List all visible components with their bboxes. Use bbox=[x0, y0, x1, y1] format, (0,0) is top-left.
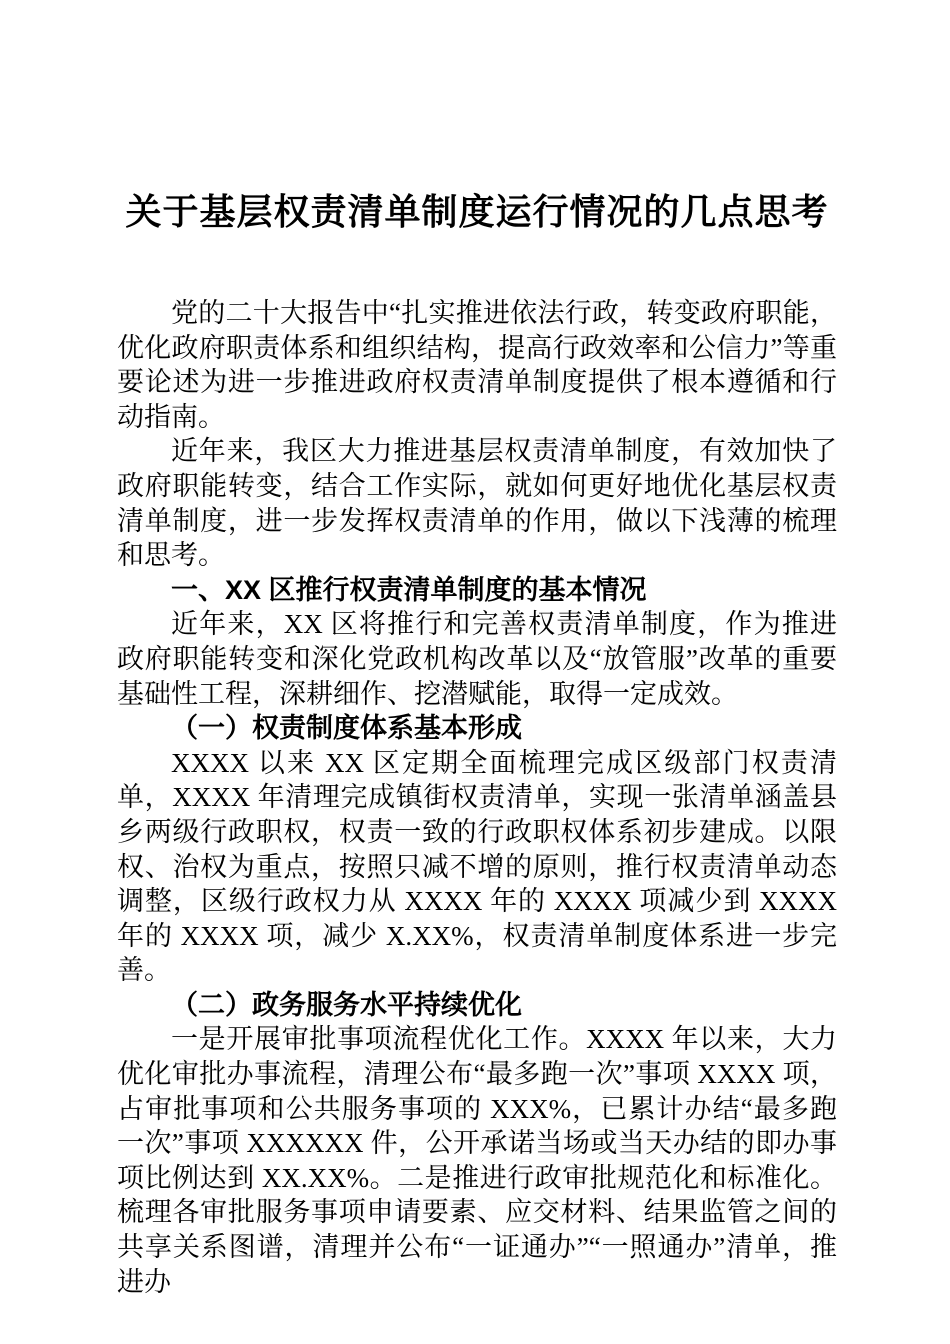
paragraph-section1-intro: 近年来，XX 区将推行和完善权责清单制度，作为推进政府职能转变和深化党政机构改革以及“放管服”改革的重要基础性工程，深耕细作、挖潜赋能，取得一定成效。 bbox=[117, 609, 837, 709]
document-title: 关于基层权责清单制度运行情况的几点思考 bbox=[125, 192, 829, 232]
document-content bbox=[117, 0, 837, 1299]
section-heading-1: 一、XX 区推行权责清单制度的基本情况 bbox=[171, 574, 647, 605]
sub-heading-1-1: （一）权责制度体系基本形成 bbox=[171, 713, 522, 744]
paragraph-overview: 近年来，我区大力推进基层权责清单制度，有效加快了政府职能转变，结合工作实际，就如何更好地优化基层权责清单制度，进一步发挥权责清单的作用，做以下浅薄的梳理和思考。 bbox=[117, 436, 837, 571]
sub-heading-1-2: （二）政务服务水平持续优化 bbox=[171, 989, 522, 1020]
paragraph-intro: 党的二十大报告中“扎实推进依法行政，转变政府职能，优化政府职责体系和组织结构，提高行政效率和公信力”等重要论述为进一步推进政府权责清单制度提供了根本遵循和行动指南。 bbox=[117, 298, 837, 432]
paragraph-1-2-body: 一是开展审批事项流程优化工作。XXXX 年以来，大力优化审批办事流程，清理公布“最多跑一次”事项 XXXX 项，占审批事项和公共服务事项的 XXX%，已累计办结“最多跑一次”事项 XXXXXX 件，公开承诺当场或当天办结的即办事项比例达到 XX.XX%。二是推进行政审批规范化和标准化。梳理各审批服务事项申请要素、应交材料、结果监管之间的共享关系图谱，清理并公布“一证通办”“一照通办”清单，推进办 bbox=[117, 1024, 837, 1297]
paragraph-1-1-body: XXXX 以来 XX 区定期全面梳理完成区级部门权责清单，XXXX 年清理完成镇街权责清单，实现一张清单涵盖县乡两级行政职权，权责一致的行政职权体系初步建成。以限权、治权为重点，按照只减不增的原则，推行权责清单动态调整，区级行政权力从 XXXX 年的 XXXX 项减少到 XXXX 年的 XXXX 项，减少 X.XX%，权责清单制度体系进一步完善。 bbox=[117, 747, 837, 986]
